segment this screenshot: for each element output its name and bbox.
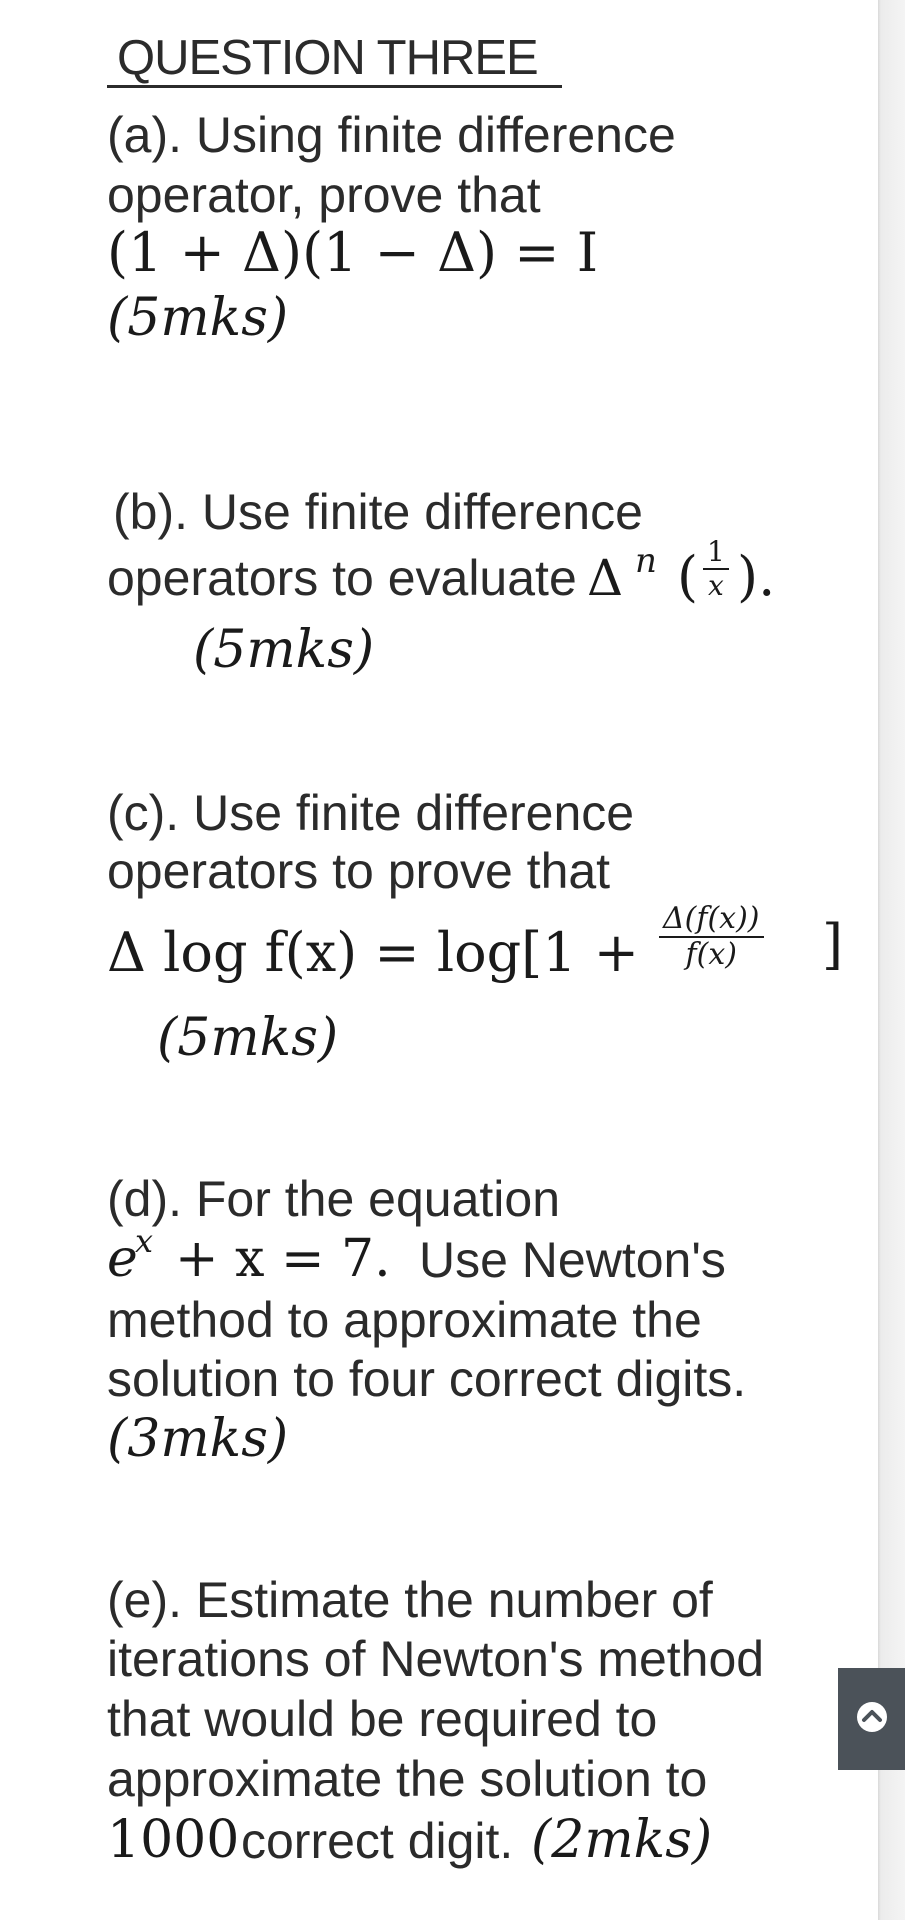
part-a-formula: (1 + Δ)(1 − Δ) = I [107,221,599,284]
part-a-line-2: operator, prove that [107,167,541,223]
part-e-line-3: that would be required to [107,1691,658,1747]
part-e-line-2: iterations of Newton's method [107,1631,765,1687]
part-b-line-1: (b). Use finite difference [113,484,643,540]
part-a-marks: (5mks) [107,288,289,348]
part-d-eq-base: e [107,1229,138,1289]
part-c-line-2: operators to prove that [107,843,611,899]
part-d-eq-exponent: x [135,1222,154,1260]
part-c-fraction-numerator: Δ(f(x)) [659,904,764,938]
part-d-line-4: solution to four correct digits. [107,1351,747,1407]
part-b-exponent: n [635,541,657,581]
part-d-line-3: method to approximate the [107,1292,702,1348]
part-e-marks: (2mks) [531,1810,713,1870]
part-c-lhs: Δ log f(x) = log[1 + [107,921,640,984]
part-d-eq-rest: + x = 7. [175,1229,391,1289]
part-b-line-2: operators to evaluate [107,550,577,606]
part-c-line-1: (c). Use finite difference [107,785,635,841]
part-c-fraction-denominator: f(x) [685,937,737,972]
part-d-marks: (3mks) [107,1409,289,1469]
part-c-close-bracket: ] [822,913,844,976]
question-title: QUESTION THREE [107,34,562,88]
part-a-line-1: (a). Using finite difference [107,107,676,163]
part-e-number: 1000 [107,1810,240,1870]
page-edge-shadow [878,0,905,1920]
part-d-line-2: Use Newton's [419,1232,726,1288]
part-b-fraction-denominator: x [708,569,724,602]
part-b-open-paren: ( [677,545,699,608]
part-b-close-paren: ). [737,545,776,608]
part-d-line-1: (d). For the equation [107,1171,561,1227]
part-b-marks: (5mks) [193,620,375,680]
part-e-line-5: correct digit. [241,1813,514,1869]
part-c-marks: (5mks) [157,1008,339,1068]
part-b-delta: Δ [587,549,624,607]
scroll-to-top-button[interactable] [838,1668,905,1770]
part-e-line-1: (e). Estimate the number of [107,1572,713,1628]
part-b-fraction [703,535,729,602]
part-e-line-4: approximate the solution to [107,1751,708,1807]
part-b-fraction-numerator: 1 [703,538,729,570]
chevron-up-icon [854,1699,890,1740]
part-c-fraction [659,901,764,972]
